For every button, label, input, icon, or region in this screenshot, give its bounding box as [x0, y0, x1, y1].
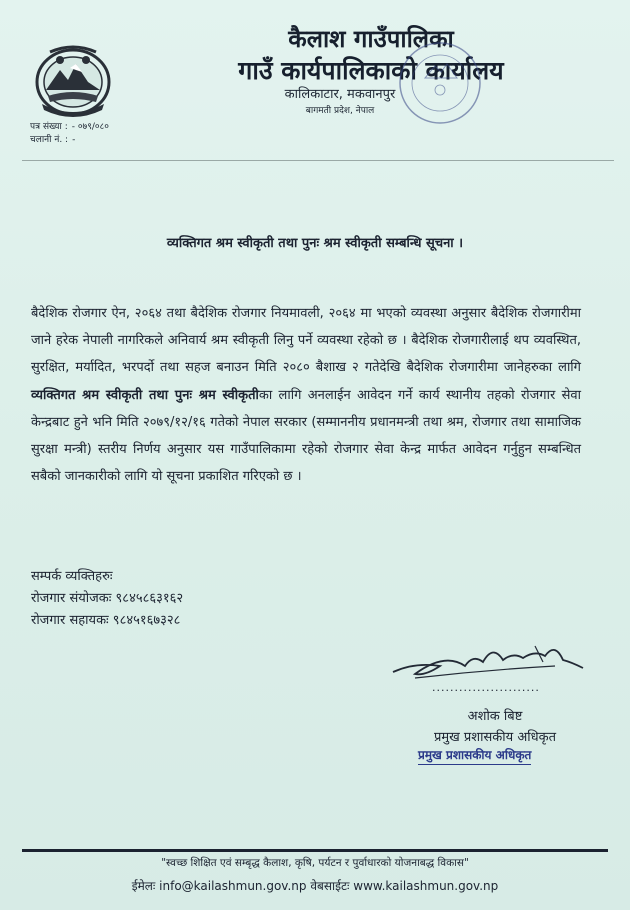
ref-label: पत्र संख्या :	[30, 122, 68, 132]
reference-block	[30, 121, 109, 147]
ref-value: - ०७९/०८०	[71, 122, 109, 132]
signatory-name: अशोक बिष्ट	[467, 709, 523, 724]
contact-coordinator: रोजगार संयोजकः ९८४५८६३१६२	[31, 591, 184, 606]
notice-body	[31, 300, 581, 490]
address-line1: कालिकाटार, मकवानपुर	[284, 87, 396, 102]
dispatch-value: -	[72, 135, 76, 145]
header-divider	[22, 160, 614, 161]
address-line2: बागमती प्रदेश, नेपाल	[305, 106, 375, 116]
dispatch-label: चलानी नं. :	[30, 135, 69, 145]
handwritten-signature	[385, 632, 595, 687]
designation-stamp: प्रमुख प्रशासकीय अधिकृत	[418, 746, 531, 765]
contact-persons	[31, 566, 183, 632]
body-part1: बैदेशिक रोजगार ऐन, २०६४ तथा बैदेशिक रोजगार नियमावली, २०६४ मा भएको व्यवस्था अनुसार बैदेशिक रोजगारीमा जाने हरेक नेपाली नागरिकले अनिवार्य श्रम स्वीकृती लिनु पर्ने व्यवस्था रहेको छ । बैदेशिक रोजगारीलाई थप व्यवस्थित, सुरक्षित, मर्यादित, भरपर्दो तथा सहज बनाउन मिति २०८० बैशाख २ गतेदेखि बैदेशिक रोजगारीमा जानेहरुका लागि	[31, 306, 581, 376]
signatory-title: प्रमुख प्रशासकीय अधिकृत	[433, 730, 557, 745]
contact-assistant: रोजगार सहायकः ९८४५१६७३२८	[31, 613, 181, 628]
signature-line: ........................	[432, 681, 540, 694]
org-name-line1: कैलाश गाउँपालिका	[288, 25, 454, 53]
body-part2: का लागि अनलाईन आवेदन गर्ने कार्य स्थानीय तहको रोजगार सेवा केन्द्रबाट हुने भनि मिति २०७९/१२/१६ गतेको नेपाल सरकार (सम्माननीय प्रधानमन्त्री तथा श्रम, रोजगार तथा सामाजिक सुरक्षा मन्त्री) स्तरीय निर्णय अनुसार यस गाउँपालिकामा रहेको रोजगार सेवा केन्द्र मार्फत आवेदन गर्नुहुन सम्बन्धित सबैको जानकारीको लागि यो सूचना प्रकाशित गरिएको छ ।	[31, 387, 581, 485]
footer-divider	[22, 849, 608, 852]
org-name	[0, 22, 630, 87]
office-stamp	[395, 38, 485, 128]
notice-subject: व्यक्तिगत श्रम स्वीकृती तथा पुनः श्रम स्वीकृती सम्बन्धि सूचना ।	[166, 236, 464, 251]
contacts-heading: सम्पर्क व्यक्तिहरुः	[31, 569, 113, 584]
body-bold: व्यक्तिगत श्रम स्वीकृती तथा पुनः श्रम स्वीकृती	[31, 387, 259, 403]
footer-contact: ईमेलः info@kailashmun.gov.np वेबसाईटः www.kailashmun.gov.np	[131, 879, 499, 893]
org-name-line2: गाउँ कार्यपालिकाको कार्यालय	[238, 56, 504, 85]
footer-motto: "स्वच्छ शिक्षित एवं सम्बृद्ध कैलाश, कृषि, पर्यटन र पुर्वाधारको योजनाबद्ध विकास"	[161, 857, 469, 869]
